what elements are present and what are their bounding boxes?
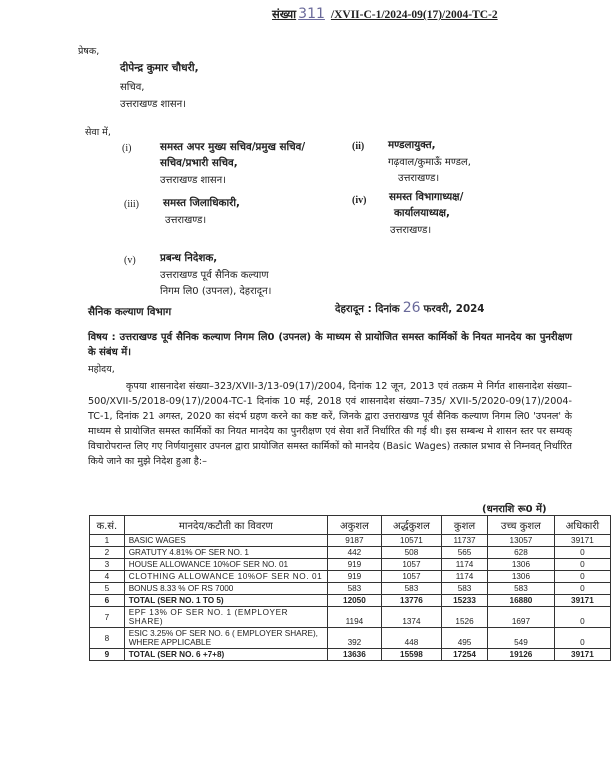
header-serial: क.सं. <box>90 516 125 535</box>
table-row: 3 HOUSE ALLOWANCE 10%OF SER NO. 01 919 1057 1174 1306 0 <box>90 559 611 571</box>
reference-handwritten-number: 311 <box>298 6 325 22</box>
wage-table <box>89 515 611 661</box>
sender-name: दीपेन्द्र कुमार चौधरी, <box>120 62 199 74</box>
table-header-row <box>90 516 611 535</box>
header-unskilled: अकुशल <box>327 516 381 535</box>
reference-code: /XVII-C-1/2024-09(17)/2004-TC-2 <box>330 9 498 21</box>
table-row-total: 6 TOTAL (SER NO. 1 TO 5) 12050 13776 15233 16880 39171 <box>90 595 611 607</box>
table-row: 7 EPF 13% OF SER NO. 1 (EMPLOYER SHARE) 1194 1374 1526 1697 0 <box>90 607 611 628</box>
reference-number <box>272 6 498 22</box>
header-officer: अधिकारी <box>554 516 610 535</box>
salutation: महोदय, <box>88 364 115 375</box>
date: देहरादून : दिनांक 26 फरवरी, 2024 <box>335 300 485 316</box>
date-handwritten-day: 26 <box>402 300 421 316</box>
table-row: 1 BASIC WAGES 9187 10571 11737 13057 39171 <box>90 535 611 547</box>
amount-unit-note: (धनराशि रू0 में) <box>482 504 547 515</box>
table-row: 8 ESIC 3.25% OF SER NO. 6 ( EMPLOYER SHARE), WHERE APPLICABLE 392 448 495 549 0 <box>90 628 611 649</box>
body-paragraph: कृपया शासनादेश संख्या–323/XVII-3/13-09(17)/2004, दिनांक 12 जून, 2013 एवं तत्क्रम मे निर्गत शासनादेश संख्या–500/XVII-5/2018-09(17)/2004-TC-1 दिनांक 10 मई, 2018 एवं शासनादेश संख्या–735/ XVII-5/2020-09(17)/2004-TC-1, दिनांक 21 अगस्त, 2020 का संदर्भ ग्रहण करने का कष्ट करें, जिनके द्वारा उत्तराखण्ड पूर्व सैनिक कल्याण निगम लि0 'उपनल' के माध्यम से प्रायोजित समस्त कार्मिकों का नियत मानदेय का पुनरीक्षण एवं सेवा शर्तें निर्धारित की गई थी। इस सम्बन्ध मे शासन स्तर पर सम्यक् विचारोपरान्त लिए गए निर्णयानुसार उपनल द्वारा प्रायोजित समस्त कार्मिकों को मानदेय (Basic Wages) तत्काल प्रभाव से निम्नवत् निर्धारित किये जाने का मुझे निदेश हुआ है:– <box>88 381 572 468</box>
department: सैनिक कल्याण विभाग <box>88 306 172 318</box>
table-row: 5 BONUS 8.33 % OF RS 7000 583 583 583 583 0 <box>90 583 611 595</box>
table-row-total: 9 TOTAL (SER NO. 6 +7+8) 13636 15598 17254 19126 39171 <box>90 649 611 661</box>
reference-label: संख्या <box>272 9 297 21</box>
header-highly-skilled: उच्च कुशल <box>488 516 555 535</box>
header-description: मानदेय/कटौती का विवरण <box>124 516 327 535</box>
header-semi-skilled: अर्द्धकुशल <box>381 516 441 535</box>
sender-label: प्रेषक, <box>78 46 100 57</box>
sender-office: उत्तराखण्ड शासन। <box>120 99 187 110</box>
subject: विषय : उत्तराखण्ड पूर्व सैनिक कल्याण निगम लि0 (उपनल) के माध्यम से प्रायोजित समस्त कार्मिकों के नियत मानदेय का पुनरीक्षण के संबंध में। <box>88 332 572 358</box>
table-row: 2 GRATUTY 4.81% OF SER NO. 1 442 508 565 628 0 <box>90 547 611 559</box>
table-row: 4 CLOTHING ALLOWANCE 10%OF SER NO. 01 919 1057 1174 1306 0 <box>90 571 611 583</box>
header-skilled: कुशल <box>441 516 487 535</box>
recipients-label: सेवा में, <box>85 127 111 138</box>
sender-designation: सचिव, <box>120 82 145 93</box>
